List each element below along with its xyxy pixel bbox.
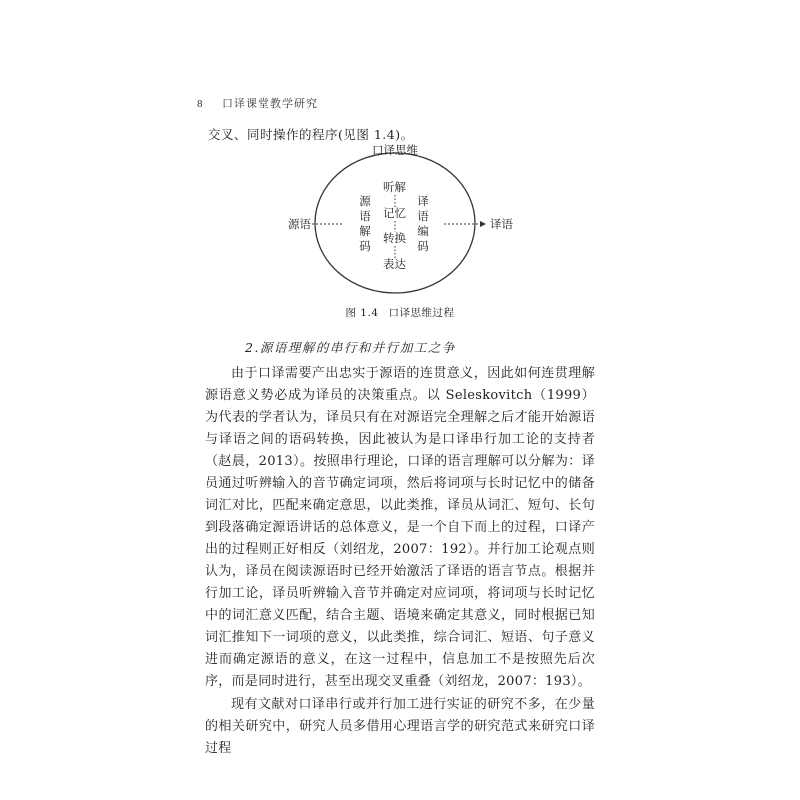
step-listening: 听解 [383, 180, 406, 194]
paragraph-1: 由于口译需要产出忠实于源语的连贯意义，因此如何连贯理解源语意义势必成为译员的决策重点。以 Seleskovitch（1999）为代表的学者认为，译员只有在对源语完全理解之后才能开始源语与译语之间的语码转换，因此被认为是口译串行加工论的支持者（赵晨，2013）。按照串行理论，口译的语言理解可以分解为：译员通过听辨输入的音节确定词项，然后将词项与长时记忆中的储备词汇对比，匹配来确定意思，以此类推，译员从词汇、短句、长句到段落确定源语讲话的总体意义，是一个自下而上的过程，口译产出的过程则正好相反（刘绍龙，2007：192）。并行加工论观点则认为，译员在阅读源语时已经开始激活了译语的语言节点。根据并行加工论，译员听辨输入音节并确定对应词项，将词项与长时记忆中的词汇意义匹配，结合主题、语境来确定其意义，同时根据已知词汇推知下一词项的意义，以此类推，综合词汇、短语、句子意义进而确定源语的意义，在这一过程中，信息加工不是按照先后次序，而是同时进行，甚至出现交叉重叠（刘绍龙，2007：193）。 [205, 366, 595, 689]
page-number: 8 [197, 98, 204, 110]
step-memory: 记忆 [383, 206, 406, 220]
diagram-left-label: 源语 [288, 217, 311, 231]
intro-line: 交叉、同时操作的程序(见图 1.4)。 [208, 127, 414, 142]
diagram-top-label: 口译思维 [372, 143, 418, 157]
section-heading: 2.源语理解的串行和并行加工之争 [245, 340, 456, 355]
body-text [205, 363, 595, 760]
source-decoding-column: 源语解码 [359, 194, 371, 253]
figure-number: 图 1.4 [345, 307, 379, 319]
figure-caption [0, 305, 800, 320]
step-conversion: 转换 [383, 231, 406, 245]
running-title: 口译课堂教学研究 [222, 97, 318, 110]
diagram-right-label: 译语 [490, 217, 513, 231]
figure-title: 口译思维过程 [388, 307, 455, 319]
target-encoding-column: 译语编码 [417, 194, 429, 253]
step-expression: 表达 [383, 257, 406, 271]
paragraph-2: 现有文献对口译串行或并行加工进行实证的研究不多，在少量的相关研究中，研究人员多借用心理语言学的研究范式来研究口译过程 [205, 697, 595, 756]
interpreting-thinking-diagram [270, 140, 530, 320]
thinking-ellipse [315, 153, 475, 293]
output-arrowhead [480, 221, 486, 227]
page-header [197, 95, 318, 111]
